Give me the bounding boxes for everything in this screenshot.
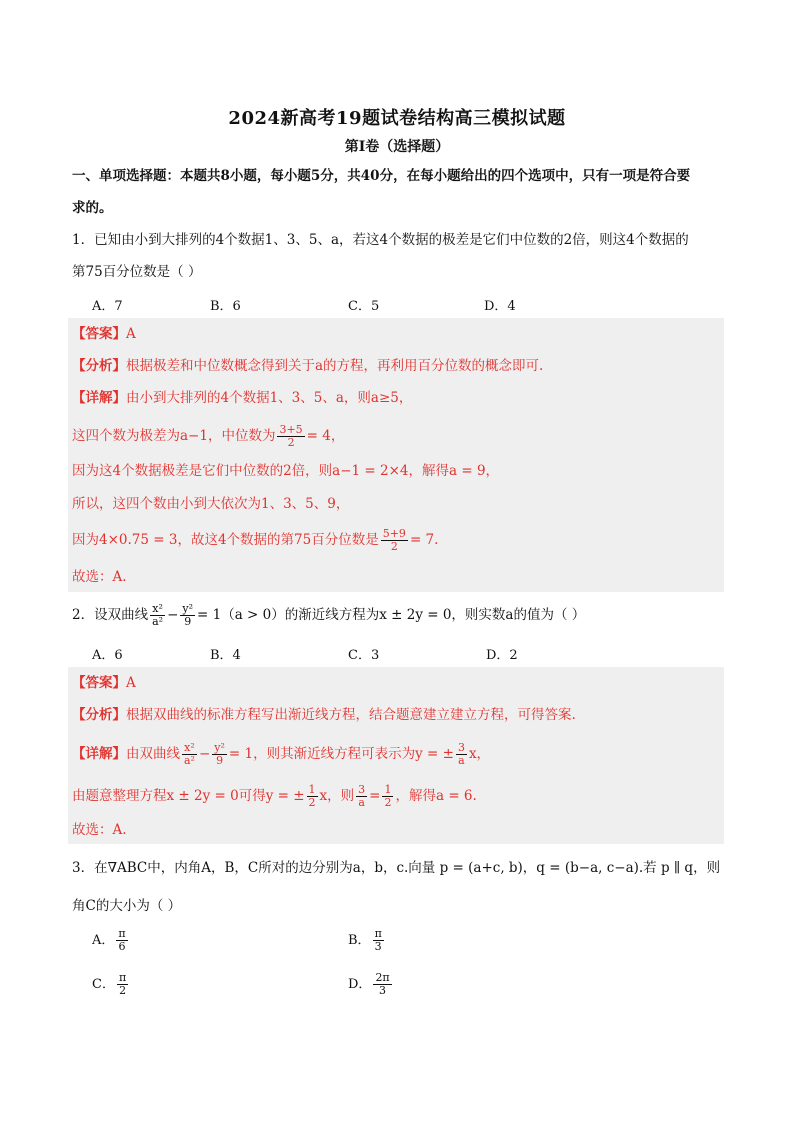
fraction-numerator: 3: [457, 741, 465, 754]
fraction: [117, 972, 128, 997]
q3-option-b[interactable]: [348, 928, 386, 953]
fraction: [150, 603, 165, 628]
q1-conclusion: 故选：A.: [72, 569, 127, 585]
fraction: [356, 784, 367, 809]
fraction: [381, 528, 408, 553]
q1-option-c[interactable]: C．5: [348, 299, 380, 314]
answer-tag: 【答案】: [72, 675, 126, 691]
fraction-denominator: a²: [184, 754, 195, 767]
q1-detail-line3: 因为这4个数据极差是它们中位数的2倍，则a−1 = 2×4，解得a = 9，: [72, 463, 500, 479]
q1-stem-line1: 1．已知由小到大排列的4个数据1、3、5、a，若这4个数据的极差是它们中位数的2倍，则这4个数据的: [72, 232, 689, 248]
analysis-tag: 【分析】: [72, 358, 126, 374]
fraction-denominator: 2: [390, 540, 398, 553]
fraction-denominator: 9: [184, 615, 192, 628]
q3-stem-line2: 角C的大小为（ ）: [72, 898, 182, 914]
q3-option-d[interactable]: [348, 972, 394, 997]
q1-option-b[interactable]: B．6: [210, 299, 241, 314]
q2-conclusion: 故选：A.: [72, 822, 127, 838]
q2-detail-line2: [72, 784, 477, 809]
fraction: [382, 784, 393, 809]
q1-answer: [72, 324, 136, 344]
fraction: [212, 742, 227, 767]
q1-analysis: [72, 356, 543, 376]
q2-stem-text: −: [167, 607, 179, 623]
detail-tag: 【详解】: [72, 390, 126, 406]
detail-tag: 【详解】: [72, 746, 126, 762]
q2-stem: [72, 603, 585, 628]
page-subtitle: 第I卷（选择题）: [344, 139, 450, 155]
detail-text: 这四个数为极差为a−1，中位数为: [72, 428, 276, 444]
option-label: C．: [92, 977, 115, 992]
q1-stem-line2: 第75百分位数是（ ）: [72, 264, 202, 280]
fraction-denominator: 2: [308, 796, 316, 809]
q2-analysis: [72, 705, 576, 725]
fraction-denominator: 2: [384, 796, 392, 809]
q2-option-d[interactable]: D．2: [486, 648, 518, 663]
detail-text: 由双曲线: [126, 746, 180, 762]
fraction-denominator: 9: [216, 754, 224, 767]
fraction-numerator: π: [374, 927, 382, 940]
fraction-numerator: 2π: [375, 971, 390, 984]
fraction-numerator: 5+9: [382, 527, 406, 540]
fraction: [182, 742, 197, 767]
fraction: [307, 784, 318, 809]
q1-detail-line2: [72, 424, 344, 449]
fraction-numerator: 1: [384, 783, 392, 796]
q1-detail-line5: [72, 528, 438, 553]
analysis-tag: 【分析】: [72, 707, 126, 723]
q2-option-b[interactable]: B．4: [210, 648, 241, 663]
q2-option-c[interactable]: C．3: [348, 648, 380, 663]
option-label: D．: [348, 977, 372, 992]
fraction-denominator: 3: [379, 984, 387, 997]
section-instructions-line1: 一、单项选择题：本题共8小题，每小题5分，共40分，在每小题给出的四个选项中，只有一项是符合要: [72, 168, 691, 184]
option-label: A．: [92, 933, 115, 948]
fraction-numerator: x²: [182, 742, 197, 755]
fraction: [277, 424, 304, 449]
page-title: 2024新高考19题试卷结构高三模拟试题: [228, 108, 566, 129]
answer-value: A: [126, 675, 136, 691]
fraction: [373, 972, 391, 997]
section-instructions-line2: 求的。: [72, 200, 113, 216]
fraction-denominator: a²: [152, 615, 164, 628]
analysis-text: 根据双曲线的标准方程写出渐近线方程，结合题意建立建立方程，可得答案.: [126, 707, 576, 723]
q2-stem-text: 2．设双曲线: [72, 607, 149, 623]
q3-option-c[interactable]: [92, 972, 130, 997]
fraction-denominator: 3: [374, 940, 382, 953]
q2-option-a[interactable]: A．6: [92, 648, 123, 663]
option-label: B．: [348, 933, 371, 948]
fraction-numerator: π: [118, 971, 127, 984]
analysis-text: 根据极差和中位数概念得到关于a的方程，再利用百分位数的概念即可.: [126, 358, 544, 374]
fraction-numerator: 3: [358, 783, 366, 796]
fraction-denominator: a: [458, 754, 465, 767]
detail-text: = 4，: [306, 428, 345, 444]
fraction-denominator: 6: [118, 940, 126, 953]
q1-detail-line1: [72, 388, 412, 408]
fraction: [373, 928, 384, 953]
detail-text: x，: [468, 746, 491, 762]
answer-value: A: [126, 326, 136, 342]
fraction: [180, 603, 195, 628]
q2-stem-text: = 1（a > 0）的渐近线方程为x ± 2y = 0，则实数a的值为（ ）: [197, 607, 586, 623]
detail-text: −: [198, 746, 211, 762]
fraction-numerator: 3+5: [279, 423, 303, 436]
detail-text: =: [369, 788, 381, 804]
detail-text: 因为4×0.75 = 3，故这4个数据的第75百分位数是: [72, 532, 379, 548]
fraction-numerator: x²: [150, 603, 165, 616]
detail-text: 由题意整理方程x ± 2y = 0可得y = ±: [72, 788, 305, 804]
fraction-numerator: y²: [182, 602, 193, 615]
fraction-denominator: a: [358, 796, 365, 809]
q3-stem-line1: 3．在∇ABC中，内角A，B，C所对的边分别为a，b，c.向量 p = (a+c, b)，q = (b−a, c−a).若 p ∥ q，则: [72, 860, 721, 876]
detail-text: ，解得a = 6.: [395, 788, 477, 804]
q1-option-d[interactable]: D．4: [484, 299, 516, 314]
detail-text: x，则: [319, 788, 355, 804]
fraction-denominator: 2: [119, 984, 127, 997]
q2-answer: [72, 673, 136, 693]
fraction: [116, 928, 127, 953]
q1-option-a[interactable]: A．7: [92, 299, 123, 314]
q3-option-a[interactable]: [92, 928, 130, 953]
fraction-numerator: π: [118, 927, 126, 940]
fraction-numerator: y²: [214, 741, 225, 754]
detail-text: 由小到大排列的4个数据1、3、5、a，则a≥5，: [126, 390, 413, 406]
detail-text: = 1，则其渐近线方程可表示为y = ±: [228, 746, 454, 762]
q2-detail-line1: [72, 742, 490, 767]
answer-tag: 【答案】: [72, 326, 126, 342]
q1-detail-line4: 所以，这四个数由小到大依次为1、3、5、9，: [72, 496, 350, 512]
detail-text: = 7.: [409, 532, 439, 548]
fraction-denominator: 2: [287, 436, 295, 449]
fraction: [456, 742, 467, 767]
fraction-numerator: 1: [308, 783, 316, 796]
